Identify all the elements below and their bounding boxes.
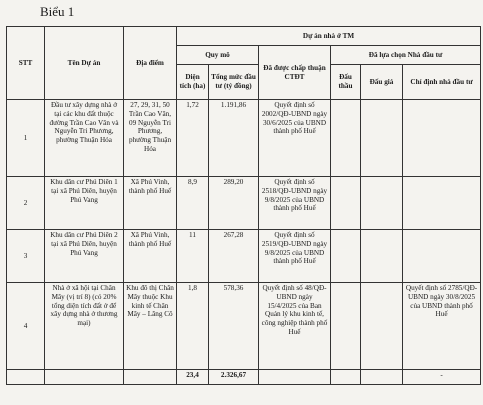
header-bid: Đấu thầu — [331, 65, 361, 100]
cell-area: 8,9 — [177, 177, 209, 230]
cell-location: Xã Phú Vinh, thành phố Huế — [124, 177, 177, 230]
cell-area: 1,8 — [177, 283, 209, 370]
header-row-top — [7, 27, 481, 46]
cell-approval: Quyết định số 2002/QĐ-UBND ngày 30/6/2025 của UBND thành phố Huế — [259, 100, 331, 177]
cell-stt: 2 — [7, 177, 45, 230]
cell-total-auction — [361, 370, 403, 385]
header-selection: Đã lựa chọn Nhà đầu tư — [331, 46, 481, 65]
cell-total-stt — [7, 370, 45, 385]
cell-total-approval — [259, 370, 331, 385]
cell-area: 11 — [177, 230, 209, 283]
header-group: Dự án nhà ở TM — [177, 27, 481, 46]
header-project-name: Tên Dự án — [45, 27, 124, 100]
cell-approval: Quyết định số 48/QĐ-UBND ngày 15/4/2025 của Ban Quản lý khu kinh tế, công nghiệp thành phố Huế — [259, 283, 331, 370]
cell-location: Xã Phú Vinh, thành phố Huế — [124, 230, 177, 283]
total-row — [7, 370, 481, 385]
cell-bid — [331, 100, 361, 177]
header-approval: Đã được chấp thuận CTĐT — [259, 46, 331, 100]
table-row — [7, 100, 481, 177]
cell-direct — [403, 230, 481, 283]
table-row — [7, 283, 481, 370]
cell-total-name — [45, 370, 124, 385]
cell-total-area: 23,4 — [177, 370, 209, 385]
header-auction: Đấu giá — [361, 65, 403, 100]
cell-stt: 3 — [7, 230, 45, 283]
header-direct: Chỉ định nhà đầu tư — [403, 65, 481, 100]
cell-investment: 267,28 — [209, 230, 259, 283]
cell-stt: 1 — [7, 100, 45, 177]
cell-direct: Quyết định số 2785/QĐ-UBND ngày 30/8/2025 của UBND thành phố Huế — [403, 283, 481, 370]
projects-table — [6, 26, 481, 385]
cell-auction — [361, 100, 403, 177]
cell-direct — [403, 100, 481, 177]
cell-total-direct: - — [403, 370, 481, 385]
header-location: Địa điểm — [124, 27, 177, 100]
cell-location: Khu đô thị Chân Mây thuộc Khu kinh tế Chân Mây – Lăng Cô — [124, 283, 177, 370]
cell-bid — [331, 230, 361, 283]
cell-location: 27, 29, 31, 50 Trần Cao Vân, 09 Nguyễn Tri Phương, phường Thuận Hóa — [124, 100, 177, 177]
cell-auction — [361, 283, 403, 370]
cell-bid — [331, 177, 361, 230]
cell-project-name: Khu dân cư Phú Diên 2 tại xã Phú Diên, huyện Phú Vang — [45, 230, 124, 283]
cell-area: 1,72 — [177, 100, 209, 177]
cell-stt: 4 — [7, 283, 45, 370]
cell-investment: 1.191,86 — [209, 100, 259, 177]
cell-approval: Quyết định số 2519/QĐ-UBND ngày 9/8/2025 của UBND thành phố Huế — [259, 230, 331, 283]
header-scale: Quy mô — [177, 46, 259, 65]
page-title: Biểu 1 — [40, 4, 75, 19]
cell-project-name: Khu dân cư Phú Diên 1 tại xã Phú Diên, huyện Phú Vang — [45, 177, 124, 230]
cell-bid — [331, 283, 361, 370]
cell-total-location — [124, 370, 177, 385]
cell-auction — [361, 177, 403, 230]
table-row — [7, 177, 481, 230]
table-row — [7, 230, 481, 283]
header-investment: Tổng mức đầu tư (tỷ đồng) — [209, 65, 259, 100]
header-area: Diện tích (ha) — [177, 65, 209, 100]
cell-total-bid — [331, 370, 361, 385]
cell-auction — [361, 230, 403, 283]
cell-investment: 578,36 — [209, 283, 259, 370]
cell-approval: Quyết định số 2518/QĐ-UBND ngày 9/8/2025 của UBND thành phố Huế — [259, 177, 331, 230]
header-stt: STT — [7, 27, 45, 100]
cell-direct — [403, 177, 481, 230]
cell-investment: 289,20 — [209, 177, 259, 230]
cell-total-investment: 2.326,67 — [209, 370, 259, 385]
cell-project-name: Nhà ở xã hội tại Chân Mây (vị trí 8) (có 20% tổng diện tích đất ở để xây dựng nhà ở thương mại) — [45, 283, 124, 370]
cell-project-name: Đầu tư xây dựng nhà ở tại các khu đất thuộc đường Trần Cao Vân và Nguyễn Tri Phương, phường Thuận Hóa — [45, 100, 124, 177]
